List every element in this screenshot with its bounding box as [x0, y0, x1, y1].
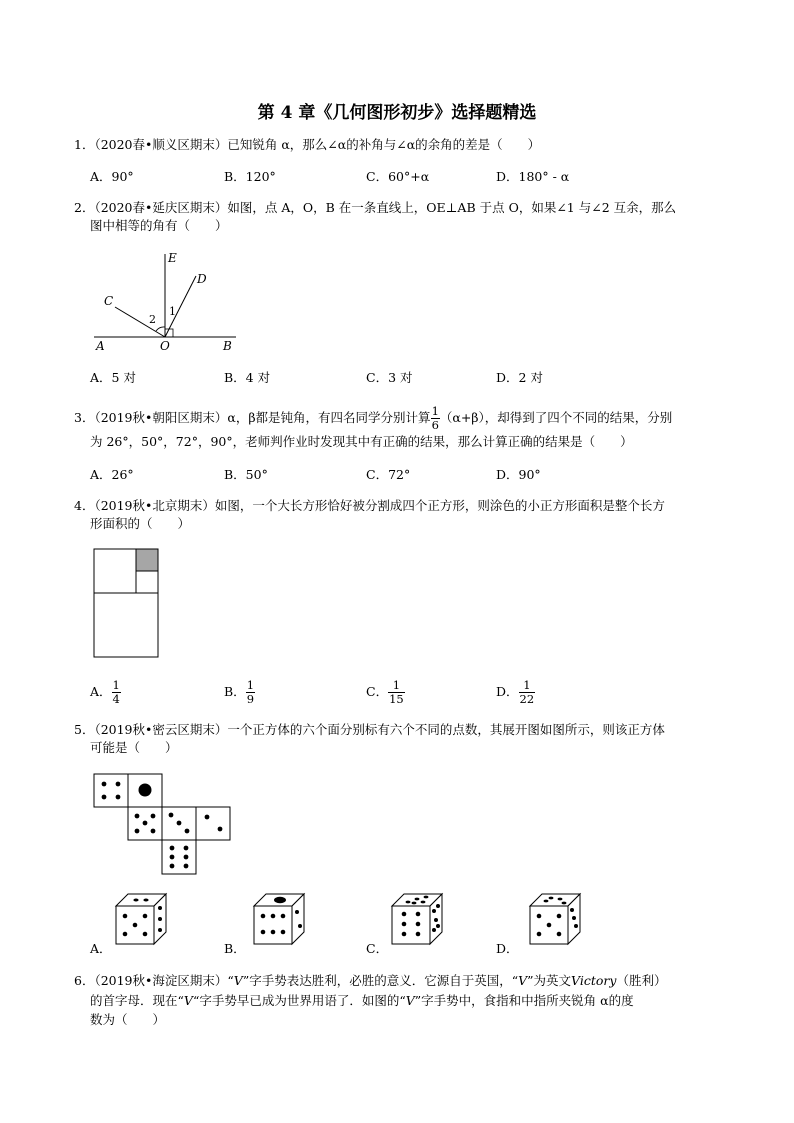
label-b: B	[223, 339, 232, 353]
q4-option-c: C． $\frac{1}{15}$	[366, 678, 404, 706]
label-angle-1: 1	[169, 305, 176, 318]
cube-option-c	[392, 894, 442, 944]
q6-stem-line1: 6．（2019秋•海淀区期末）“V”字手势表达胜利，必胜的意义．它源自于英国，“V”为英文Victory（胜利）	[74, 973, 667, 988]
q1-option-c: C．60°+α	[366, 169, 430, 184]
q1-option-d: D．180° - α	[496, 169, 570, 184]
q5-option-b: B．	[224, 941, 246, 956]
label-e: E	[168, 251, 177, 265]
q6-stem-line3: 数为（ ）	[90, 1012, 166, 1027]
q5-stem-line2: 可能是（ ）	[90, 740, 178, 755]
q5-stem-line1: 5．（2019秋•密云区期末）一个正方体的六个面分别标有六个不同的点数，其展开图如图所示，则该正方体	[74, 722, 665, 737]
q5-option-c: C．	[366, 941, 389, 956]
q4-option-a: A． $\frac{1}{4}$	[90, 678, 120, 706]
q2-stem-line1: 2．（2020春•延庆区期末）如图，点 A，O，B 在一条直线上，OE⊥AB 于点 O，如果∠1 与∠2 互余，那么	[74, 200, 677, 215]
q5-option-d: D．	[496, 941, 519, 956]
q4-stem-line1: 4．（2019秋•北京期末）如图，一个大长方形恰好被分割成四个正方形，则涂色的小正方形面积是整个长方	[74, 498, 665, 513]
q1-stem: 1．（2020春•顺义区期末）已知锐角 α，那么∠α的补角与∠α的余角的差是（ ）	[74, 137, 541, 152]
q2-option-c: C．3 对	[366, 370, 413, 385]
q1-option-a: A．90°	[90, 169, 134, 184]
label-o: O	[160, 339, 170, 353]
q3-stem-post: （α+β），却得到了四个不同的结果，分别	[439, 410, 673, 425]
q3-option-b: B．50°	[224, 467, 268, 482]
q1-option-b: B．120°	[224, 169, 276, 184]
q2-option-a: A．5 对	[90, 370, 136, 385]
q2-stem-line2: 图中相等的角有（ ）	[90, 218, 228, 233]
cube-option-a	[116, 894, 166, 944]
label-c: C	[104, 294, 114, 308]
q3-fraction: $\frac{1}{6}$	[431, 404, 439, 432]
page-title: 第 4 章《几何图形初步》选择题精选	[257, 103, 537, 123]
q4-stem-line2: 形面积的（ ）	[90, 516, 191, 531]
label-angle-2: 2	[149, 313, 156, 326]
q2-option-b: B．4 对	[224, 370, 271, 385]
q6-stem-line2: 的首字母．现在“V“字手势早已成为世界用语了．如图的“V”字手势中，食指和中指所夹锐角 α的度	[90, 993, 634, 1008]
q3-stem-pre: 3．（2019秋•朝阳区期末）α，β都是钝角，有四名同学分别计算	[74, 410, 431, 425]
label-d: D	[197, 272, 207, 286]
q5-option-a: A．	[90, 941, 112, 956]
cube-option-b	[254, 894, 304, 944]
q3-option-c: C．72°	[366, 467, 411, 482]
q3-option-a: A．26°	[90, 467, 134, 482]
q4-option-d: D． $\frac{1}{22}$	[496, 678, 535, 706]
q4-option-b: B． $\frac{1}{9}$	[224, 678, 255, 706]
cube-option-d	[530, 894, 580, 944]
q3-stem-line2: 为 26°，50°，72°，90°，老师判作业时发现其中有正确的结果，那么计算正确的结果是（ ）	[90, 434, 633, 449]
q3-option-d: D．90°	[496, 467, 541, 482]
q2-option-d: D．2 对	[496, 370, 543, 385]
label-a: A	[96, 339, 105, 353]
